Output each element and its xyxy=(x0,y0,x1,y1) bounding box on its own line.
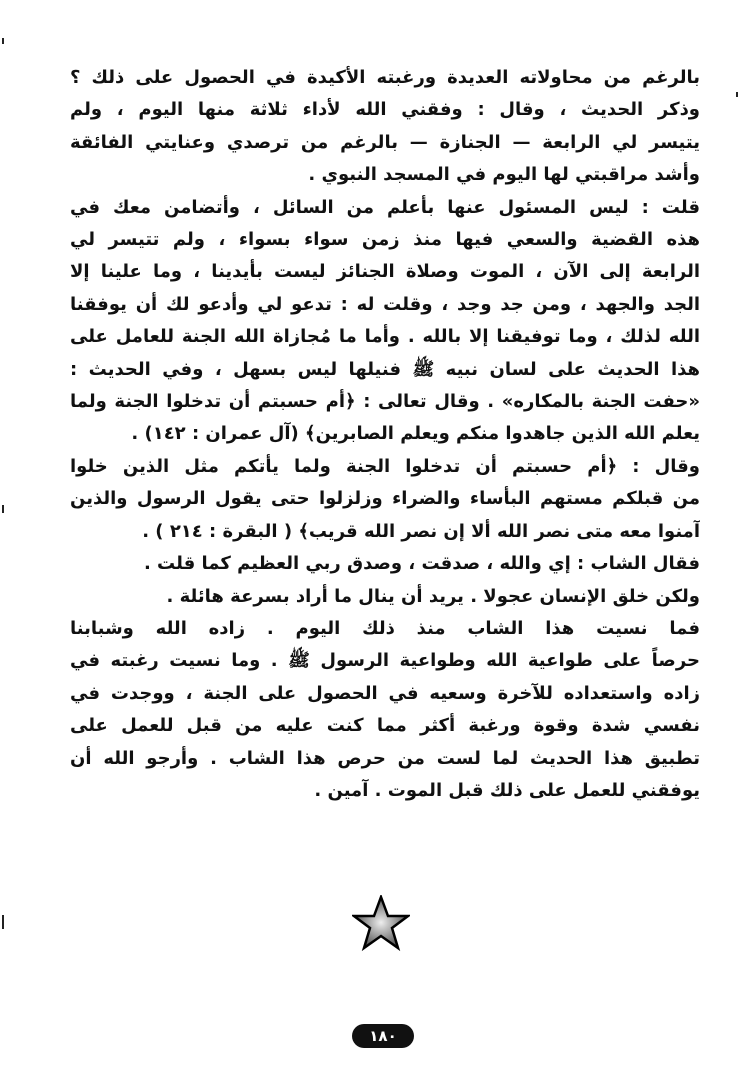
text-line: هذا الحديث على لسان نبيه ﷺ فنيلها ليس بسهل ، وفي الحديث : xyxy=(70,358,700,380)
text-line: تطبيق هذا الحديث لما لست من حرص هذا الشاب . وأرجو الله أن xyxy=(70,747,700,769)
text-line: الجد والجهد ، ومن جد وجد ، وقلت له : تدعو لي وأدعو لك أن يوفقنا xyxy=(70,293,700,315)
text-line: ولكن خلق الإنسان عجولا . يريد أن ينال ما أراد بسرعة هائلة . xyxy=(166,585,700,607)
text-line: وقال : ﴿أم حسبتم أن تدخلوا الجنة ولما يأتكم مثل الذين خلوا xyxy=(70,455,700,477)
text-line: فما نسيت هذا الشاب منذ ذلك اليوم . زاده الله وشبابنا xyxy=(70,617,700,639)
body-text xyxy=(70,62,700,807)
star-ornament-icon xyxy=(352,895,410,953)
text-line: من قبلكم مستهم البأساء والضراء وزلزلوا حتى يقول الرسول والذين xyxy=(70,488,700,510)
text-line: آمنوا معه متى نصر الله ألا إن نصر الله قريب﴾ ( البقرة : ٢١٤ ) . xyxy=(142,520,700,542)
text-line: «حفت الجنة بالمكاره» . وقال تعالى : ﴿أم حسبتم أن تدخلوا الجنة ولما xyxy=(70,391,700,413)
text-line: هذه القضية والسعي فيها منذ زمن سواء بسواء ، ولم تتيسر لي xyxy=(70,229,700,251)
text-line: الله لذلك ، وما توفيقنا إلا بالله . وأما ما مُجازاة الله الجنة للعامل على xyxy=(70,326,700,348)
text-line: بالرغم من محاولاته العديدة ورغبته الأكيدة في الحصول على ذلك ؟ xyxy=(70,67,700,88)
page-number: ١٨٠ xyxy=(352,1024,414,1048)
text-line: قلت : ليس المسئول عنها بأعلم من السائل ، وأتضامن معك في xyxy=(70,196,700,218)
text-line: وأشد مراقبتي لها اليوم في المسجد النبوي . xyxy=(308,164,700,186)
text-line: يوفقني للعمل على ذلك قبل الموت . آمين . xyxy=(314,779,700,801)
text-line: يعلم الله الذين جاهدوا منكم ويعلم الصابرين﴾ (آل عمران : ١٤٢) . xyxy=(131,423,700,445)
text-line: الرابعة إلى الآن ، الموت وصلاة الجنائز ليست بأيدينا ، وما علينا إلا xyxy=(70,261,700,283)
text-line: وذكر الحديث ، وقال : وفقني الله لأداء ثلاثة منها اليوم ، ولم xyxy=(70,99,700,121)
text-line: فقال الشاب : إي والله ، صدقت ، وصدق ربي العظيم كما قلت . xyxy=(143,553,700,575)
scan-edge-mark xyxy=(736,92,738,97)
text-line: يتيسر لي الرابعة — الجنازة — بالرغم من ترصدي وعنايتي الفائقة xyxy=(70,131,700,153)
text-line: نفسي شدة وقوة ورغبة أكثر مما كنت عليه من قبل للعمل على xyxy=(70,715,700,737)
text-line: حرصاً على طواعية الله وطواعية الرسول ﷺ . وما نسيت رغبته في xyxy=(70,650,700,672)
text-line: زاده واستعداده للآخرة وسعيه في الحصول على الجنة ، ووجدت في xyxy=(70,682,700,704)
scan-edge-mark xyxy=(2,915,4,929)
scan-edge-mark xyxy=(2,505,4,513)
scan-edge-mark xyxy=(2,38,4,44)
